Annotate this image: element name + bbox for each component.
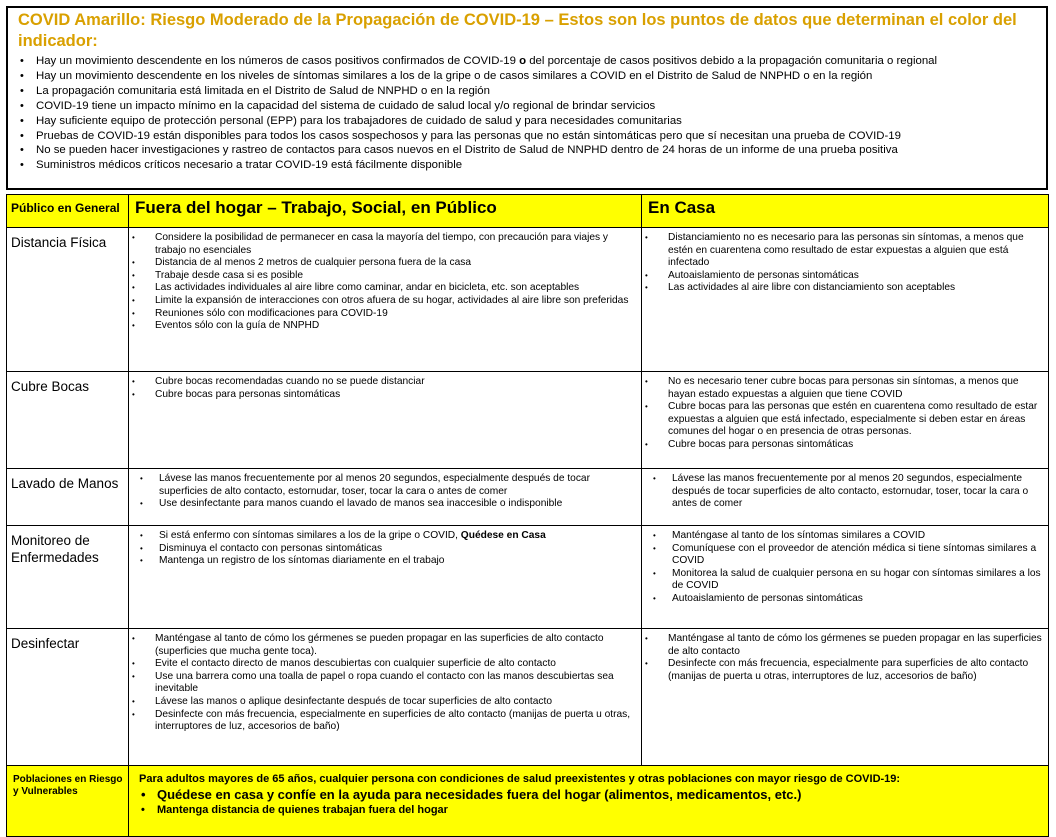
list-item: • Lávese las manos o aplique desinfectante después de tocar superficies de alto contacto [129,696,641,709]
criteria-list [18,54,1040,173]
table-row-handwashing [7,469,1049,526]
list-item: • Comuníquese con el proveedor de atención médica si tiene síntomas similares a COVID [642,543,1048,568]
list-item: • Lávese las manos frecuentemente por al menos 20 segundos, especialmente después de tocar superficies de alto contacto, estornudar, toser, tocar la cara o antes de comer [129,473,641,498]
vulnerable-intro: Para adultos mayores de 65 años, cualquier persona con condiciones de salud preexistentes y otras poblaciones con mayor riesgo de COVID-19: [139,773,901,785]
list-item: • Cubre bocas para personas sintomáticas [642,439,1048,452]
list-item: • Distanciamiento no es necesario para las personas sin síntomas, a menos que estén en cuarentena como resultado de estar expuestas a alguien que está infectado [642,232,1048,270]
criteria-item: • Hay un movimiento descendente en los niveles de síntomas similares a los de la gripe o de casos similares a COVID en el Distrito de Salud de NNPHD o en la región [18,69,1040,84]
home-cell [642,526,1049,629]
row-label: Monitoreo de Enfermedades [7,526,129,629]
page-title: COVID Amarillo: Riesgo Moderado de la Propagación de COVID-19 – Estos son los puntos de datos que determinan el color del indicador: [18,11,1017,50]
list-item: • Disminuya el contacto con personas sintomáticas [129,543,641,556]
list-item: • Las actividades al aire libre con distanciamiento son aceptables [642,282,1048,295]
list-item: • Cubre bocas recomendadas cuando no se puede distanciar [129,376,641,389]
row-label: Desinfectar [7,629,129,766]
criteria-item: • COVID-19 tiene un impacto mínimo en la capacidad del sistema de cuidado de salud local y/o regional de brindar servicios [18,99,1040,114]
outside-cell [129,629,642,766]
table-row-face-coverings [7,372,1049,469]
indicator-criteria-box [6,6,1048,190]
list-item: • Use desinfectante para manos cuando el lavado de manos sea inaccesible o indisponible [129,498,641,511]
list-item: • No es necesario tener cubre bocas para personas sin síntomas, a menos que hayan estado expuestas a alguien que tiene COVID [642,376,1048,401]
list-item: • Eventos sólo con la guía de NNPHD [129,320,641,333]
home-cell [642,228,1049,372]
list-item: • Mantenga un registro de los síntomas diariamente en el trabajo [129,555,641,568]
list-item: • Cubre bocas para las personas que estén en cuarentena como resultado de estar expuestas a alguien que está infectado, especialmente si deben estar en áreas comunes del hogar o en presencia de otras personas. [642,401,1048,439]
list-item: • Use una barrera como una toalla de papel o ropa cuando el contacto con las manos descubiertas sea inevitable [129,671,641,696]
list-item: • Considere la posibilidad de permanecer en casa la mayoría del tiempo, con precaución para viajes y trabajo no esenciales [129,232,641,257]
list-item: • Limite la expansión de interacciones con otros afuera de su hogar, actividades al aire libre son preferidas [129,295,641,308]
header-outside-home: Fuera del hogar – Trabajo, Social, en Público [129,195,642,228]
list-item: • Autoaislamiento de personas sintomáticas [642,593,1048,606]
table-row-illness-monitoring [7,526,1049,629]
vulnerable-guidance [129,766,1049,837]
criteria-item: • Pruebas de COVID-19 están disponibles para todos los casos sospechosos y para las personas que no están sintomáticas pero que sí necesitan una prueba de COVID-19 [18,129,1040,144]
list-item: • Distancia de al menos 2 metros de cualquier persona fuera de la casa [129,257,641,270]
list-item: • Las actividades individuales al aire libre como caminar, andar en bicicleta, etc. son aceptables [129,282,641,295]
row-label: Distancia Física [7,228,129,372]
table-row-physical-distance [7,228,1049,372]
row-label: Cubre Bocas [7,372,129,469]
criteria-item: • Hay un movimiento descendente en los números de casos positivos confirmados de COVID-19 o del porcentaje de casos positivos debido a la propagación comunitaria o regional [18,54,1040,69]
vulnerable-label: Poblaciones en Riesgo y Vulnerables [7,766,129,837]
outside-cell [129,526,642,629]
list-item: • Mantenga distancia de quienes trabajan fuera del hogar [139,803,1048,817]
table-header-row [7,195,1049,228]
home-cell [642,469,1049,526]
criteria-item: • Hay suficiente equipo de protección personal (EPP) para los trabajadores de cuidado de salud y para necesidades comunitarias [18,114,1040,129]
home-cell [642,629,1049,766]
list-item: • Trabaje desde casa si es posible [129,270,641,283]
list-item: • Evite el contacto directo de manos descubiertas con cualquier superficie de alto contacto [129,658,641,671]
outside-cell [129,469,642,526]
guidance-table [6,194,1049,837]
list-item: • Desinfecte con más frecuencia, especialmente para superficies de alto contacto (manijas de puerta u otras, interruptores de luz, accesorios de baño) [642,658,1048,683]
list-item: • Monitorea la salud de cualquier persona en su hogar con síntomas similares a los de COVID [642,568,1048,593]
criteria-item: • La propagación comunitaria está limitada en el Distrito de Salud de NNPHD o en la región [18,84,1040,99]
table-row-vulnerable-populations [7,766,1049,837]
outside-cell [129,372,642,469]
list-item: • Quédese en casa y confíe en la ayuda para necesidades fuera del hogar (alimentos, medicamentos, etc.) [139,786,1048,803]
list-item: • Manténgase al tanto de cómo los gérmenes se pueden propagar en las superficies de alto contacto (superficies que mucha gente toca). [129,633,641,658]
table-row-disinfect [7,629,1049,766]
list-item: • Si está enfermo con síntomas similares a los de la gripe o COVID, Quédese en Casa [129,530,641,543]
list-item: • Cubre bocas para personas sintomáticas [129,389,641,402]
criteria-item: • Suministros médicos críticos necesario a tratar COVID-19 está fácilmente disponible [18,158,1040,173]
home-cell [642,372,1049,469]
list-item: • Desinfecte con más frecuencia, especialmente en superficies de alto contacto (manijas de puerta u otras, interruptores de luz, accesorios de baño) [129,709,641,734]
list-item: • Manténgase al tanto de los síntomas similares a COVID [642,530,1048,543]
header-public: Público en General [7,195,129,228]
criteria-item: • No se pueden hacer investigaciones y rastreo de contactos para casos nuevos en el Distrito de Salud de NNPHD dentro de 24 horas de un informe de una prueba positiva [18,143,1040,158]
list-item: • Reuniones sólo con modificaciones para COVID-19 [129,308,641,321]
list-item: • Manténgase al tanto de cómo los gérmenes se pueden propagar en las superficies de alto contacto [642,633,1048,658]
list-item: • Lávese las manos frecuentemente por al menos 20 segundos, especialmente después de tocar superficies de alto contacto, estornudar, toser, tocar la cara o antes de comer [642,473,1048,511]
row-label: Lavado de Manos [7,469,129,526]
outside-cell [129,228,642,372]
list-item: • Autoaislamiento de personas sintomáticas [642,270,1048,283]
header-at-home: En Casa [642,195,1049,228]
